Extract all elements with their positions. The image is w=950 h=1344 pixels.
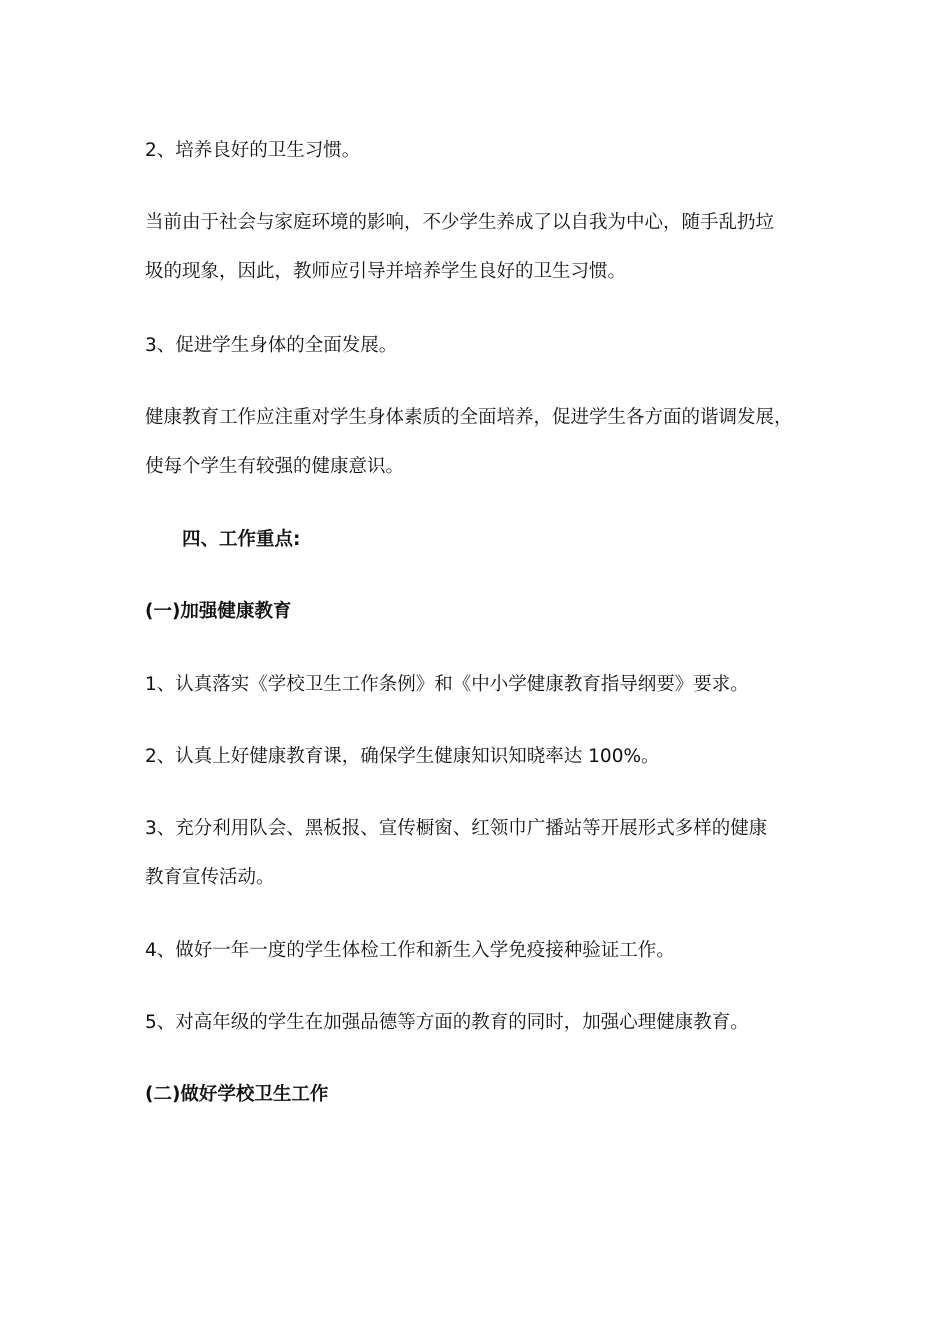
subsection-heading: (二)做好学校卫生工作	[145, 1084, 329, 1105]
paragraph-line: 健康教育工作应注重对学生身体素质的全面培养，促进学生各方面的谐调发展，	[145, 407, 793, 428]
list-item: 4、做好一年一度的学生体检工作和新生入学免疫接种验证工作。	[145, 940, 675, 961]
list-item: 3、充分利用队会、黑板报、宣传橱窗、红领巾广播站等开展形式多样的健康	[145, 818, 768, 839]
paragraph-line: 当前由于社会与家庭环境的影响，不少学生养成了以自我为中心，随手乱扔垃	[145, 212, 775, 233]
paragraph-line: 教育宣传活动。	[145, 867, 275, 888]
subsection-heading: (一)加强健康教育	[145, 601, 292, 622]
list-item-physical-development: 3、促进学生身体的全面发展。	[145, 335, 398, 356]
section-heading: 四、工作重点:	[182, 529, 301, 550]
paragraph-line: 圾的现象，因此，教师应引导并培养学生良好的卫生习惯。	[145, 261, 627, 282]
list-item: 1、认真落实《学校卫生工作条例》和《中小学健康教育指导纲要》要求。	[145, 674, 749, 695]
list-item-hygiene-habits: 2、培养良好的卫生习惯。	[145, 140, 361, 161]
list-item: 2、认真上好健康教育课，确保学生健康知识知晓率达 100%。	[145, 746, 660, 767]
paragraph-line: 使每个学生有较强的健康意识。	[145, 456, 405, 477]
list-item: 5、对高年级的学生在加强品德等方面的教育的同时，加强心理健康教育。	[145, 1012, 749, 1033]
